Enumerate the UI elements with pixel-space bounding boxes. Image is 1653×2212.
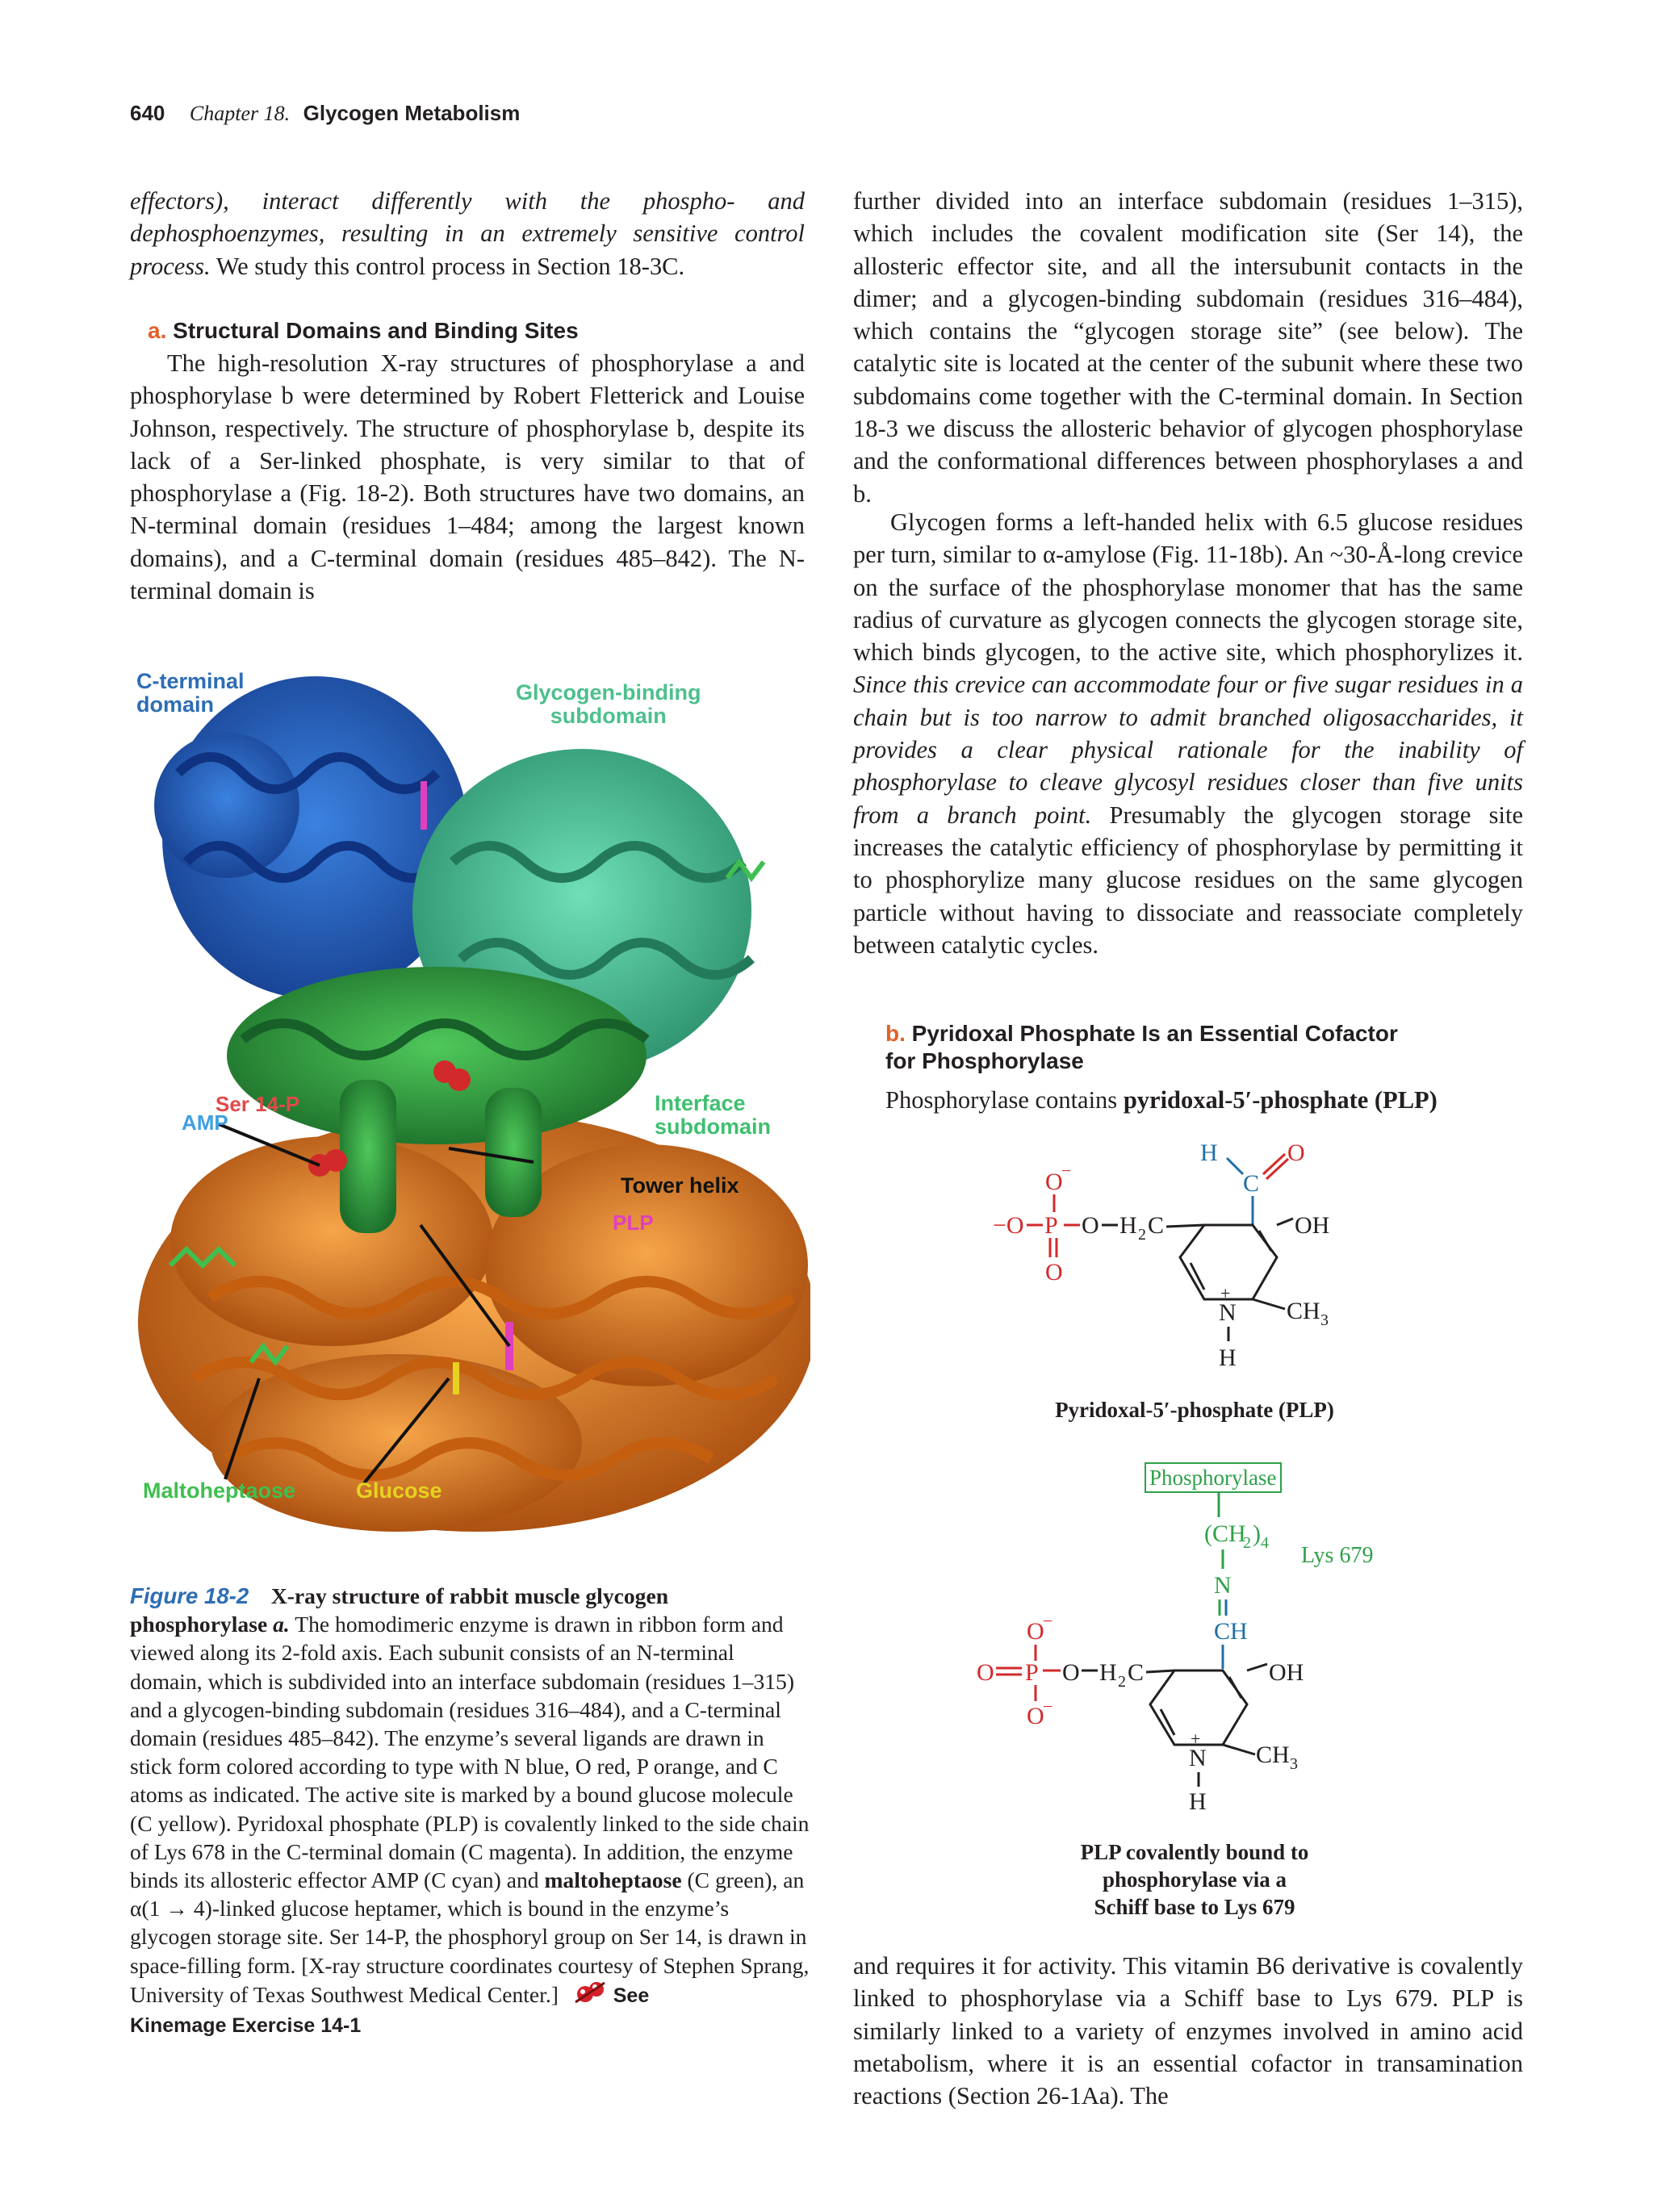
svg-text:O: O	[1082, 1212, 1099, 1239]
svg-text:N: N	[1219, 1299, 1237, 1326]
label-glucose: Glucose	[356, 1478, 442, 1503]
section-a-letter: a.	[148, 318, 167, 343]
left-p1-rest: We study this control process in Section 18-3C.	[210, 252, 685, 280]
svg-text:O: O	[1045, 1169, 1063, 1195]
svg-text:N: N	[1214, 1572, 1232, 1599]
svg-text:C: C	[1128, 1659, 1145, 1686]
label-tower-helix: Tower helix	[621, 1173, 739, 1198]
chapter-number: Chapter 18.	[189, 102, 291, 125]
bound-plp-structure-diagram	[977, 1493, 1429, 1816]
svg-text:CH: CH	[1214, 1618, 1248, 1645]
right-p1-text: further divided into an interface subdomain (residues 1–315), which includes the covalent modification site (Ser 14), the allosteric effector site, and all the intersubunit contacts in the dimer; and a glycogen-binding subdomain (residues 316–484), which contains the “glycogen storage site” (see below). The catalytic site is located at the center of the subunit where these two subdomains come together with the C-terminal domain. In Section 18-3 we discuss the allosteric behavior of glycogen phosphorylase and the conformational differences between phosphorylases a and b.	[853, 187, 1523, 508]
svg-text:+: +	[1220, 1283, 1231, 1303]
right-p2-start: Glycogen forms a left-handed helix with 6.5 glucose residues per turn, similar to α-amylose (Fig. 11-18b). An ~30-Å-long crevice on the surface of the phosphorylase monomer that has the same radius of curvature as glycogen connects the glycogen storage site, which binds glycogen, to the active site, which phosphorylizes it.	[853, 508, 1523, 667]
section-b-title-line1: Pyridoxal Phosphate Is an Essential Cofactor	[911, 1021, 1398, 1046]
page-number: 640	[130, 101, 165, 125]
plp-structure-label: Pyridoxal-5′-phosphate (PLP)	[1055, 1398, 1334, 1422]
label-glycogen-line1: Glycogen-binding	[516, 680, 701, 705]
svg-text:P: P	[1025, 1659, 1039, 1686]
svg-text:OH: OH	[1269, 1659, 1304, 1686]
right-p3-start: Phosphorylase contains	[885, 1086, 1124, 1114]
section-a-title: Structural Domains and Binding Sites	[173, 318, 579, 343]
label-c-terminal-domain	[136, 670, 245, 717]
right-p2-italic: Since this crevice can accommodate four or five sugar residues in a chain but is too narrow to admit branched oligosaccharides, it provides a clear physical rationale for the inability of phosphorylase to cleave glycosyl residues closer than five units from a branch point.	[853, 671, 1523, 829]
svg-text:+: +	[1191, 1729, 1201, 1749]
kinemage-icon	[572, 1980, 608, 2007]
label-plp: PLP	[613, 1211, 654, 1235]
plp-structure-diagram	[993, 1130, 1445, 1380]
caption-title-a: a.	[273, 1612, 290, 1637]
caption-title: X-ray structure of rabbit muscle glycogen phosphorylase	[130, 1583, 669, 1637]
svg-text:−: −	[1043, 1611, 1053, 1631]
svg-text:H: H	[1200, 1139, 1218, 1166]
right-p2-end: Presumably the glycogen storage site increases the catalytic efficiency of phosphorylase by permitting it to phosphorylize many glucose residues on the same glycogen particle without having to dissociate and reassociate completely between catalytic cycles.	[853, 801, 1523, 959]
right-paragraph-1	[853, 185, 1523, 510]
svg-text:3: 3	[1290, 1755, 1298, 1773]
svg-text:−O: −O	[993, 1212, 1024, 1239]
section-b-title-line2: for Phosphorylase	[885, 1048, 1084, 1073]
caption-text-1: The homodimeric enzyme is drawn in ribbon form and viewed along its 2-fold axis. Each subunit consists of an N-terminal domain, which is subdivided into an interface subdomain (residues 1–315) and a glycogen-binding subdomain (residues 316–484), and a C-terminal domain (residues 485–842). The enzyme’s several ligands are drawn in stick form colored according to type with N blue, O red, P orange, and C atoms as indicated. The active site is marked by a bound glucose molecule (C yellow). Pyridoxal phosphate (PLP) is covalently linked to the side chain of Lys 678 in the C-terminal domain (C magenta). In addition, the enzyme binds its allosteric effector AMP (C cyan) and	[130, 1612, 810, 1893]
label-interface-line2: subdomain	[655, 1114, 772, 1139]
left-paragraph-1	[130, 185, 805, 282]
svg-text:4: 4	[1261, 1534, 1269, 1552]
svg-text:H: H	[1099, 1659, 1117, 1686]
left-paragraph-2	[130, 347, 805, 607]
svg-text:O: O	[1027, 1618, 1044, 1645]
svg-text:3: 3	[1320, 1311, 1329, 1329]
caption-text-2: (C green), an α(1 → 4)-linked glucose heptamer, which is bound in the enzyme’s glycogen storage site. Ser 14-P, the phosphoryl group on Ser 14, is drawn in space-filling form. [X-ray structure coordinates courtesy of Stephen Sprang, University of Texas Southwest Medical Center.]	[130, 1867, 810, 2007]
right-paragraph-2	[853, 506, 1523, 961]
caption-maltoheptaose: maltoheptaose	[544, 1867, 682, 1893]
svg-text:P: P	[1044, 1212, 1058, 1239]
label-ser14p: Ser 14-P	[216, 1092, 300, 1116]
label-amp: AMP	[182, 1110, 228, 1135]
svg-text:−: −	[1043, 1696, 1053, 1716]
caption-kinemage-exercise: Kinemage Exercise 14-1	[130, 2014, 362, 2038]
chapter-title: Glycogen Metabolism	[303, 101, 521, 125]
svg-text:C: C	[1243, 1170, 1260, 1197]
label-c-terminal-line1: C-terminal	[136, 669, 245, 693]
figure-caption	[130, 1582, 810, 2040]
figure-caption-label: Figure 18-2	[130, 1583, 249, 1608]
svg-text:O: O	[1287, 1139, 1305, 1166]
right-paragraph-4	[853, 1950, 1523, 2112]
svg-text:2: 2	[1138, 1226, 1146, 1244]
svg-text:C: C	[1148, 1212, 1165, 1239]
caption-see: See	[613, 1984, 650, 2007]
svg-text:2: 2	[1118, 1673, 1126, 1691]
section-b-letter: b.	[885, 1021, 906, 1046]
svg-text:H: H	[1189, 1788, 1207, 1815]
bound-plp-label-line3: Schiff base to Lys 679	[1094, 1895, 1295, 1919]
svg-text:O: O	[1045, 1259, 1063, 1286]
svg-text:O: O	[977, 1659, 994, 1686]
right-p3-bold: pyridoxal-5′-phosphate (PLP)	[1123, 1086, 1437, 1114]
label-interface-line1: Interface	[655, 1091, 746, 1115]
lys679-label: Lys 679	[1301, 1543, 1374, 1568]
svg-text:N: N	[1189, 1745, 1207, 1771]
svg-text:CH: CH	[1287, 1298, 1320, 1324]
bound-plp-label	[969, 1838, 1421, 1921]
svg-text:O: O	[1062, 1659, 1080, 1686]
svg-text:): )	[1253, 1520, 1261, 1547]
phosphorylase-box: Phosphorylase	[1145, 1462, 1282, 1493]
right-p4-text: and requires it for activity. This vitamin B6 derivative is covalently linked to phosphorylase via a Schiff base to Lys 679. PLP is similarly linked to a variety of enzymes involved in amino acid metabolism, where it is an essential cofactor in transamination reactions (Section 26-1Aa). The	[853, 1952, 1523, 2110]
section-a-heading	[148, 317, 579, 345]
svg-text:CH: CH	[1256, 1742, 1290, 1768]
svg-text:H: H	[1219, 1344, 1237, 1371]
svg-text:H: H	[1119, 1212, 1137, 1239]
label-interface-subdomain	[655, 1092, 771, 1139]
left-p2-text: The high-resolution X-ray structures of phosphorylase a and phosphorylase b were determined by Robert Fletterick and Louise Johnson, respectively. The structure of phosphorylase b, despite its lack of a Ser-linked phosphate, is very similar to that of phosphorylase a (Fig. 18-2). Both structures have two domains, an N-terminal domain (residues 1–484; among the largest known domains), and a C-terminal domain (residues 485–842). The N-terminal domain is	[130, 349, 805, 605]
label-glycogen-binding-subdomain	[516, 681, 701, 728]
svg-text:O: O	[1027, 1703, 1044, 1729]
label-glycogen-line2: subdomain	[550, 704, 667, 728]
bound-plp-label-line2: phosphorylase via a	[1102, 1867, 1287, 1892]
svg-text:2: 2	[1243, 1534, 1251, 1552]
right-paragraph-3	[885, 1084, 1547, 1116]
svg-text:OH: OH	[1295, 1212, 1330, 1239]
label-c-terminal-line2: domain	[136, 692, 215, 717]
svg-text:(CH: (CH	[1204, 1520, 1246, 1547]
running-header	[130, 101, 520, 126]
bound-plp-label-line1: PLP covalently bound to	[1080, 1840, 1309, 1864]
label-maltoheptaose: Maltoheptaose	[143, 1478, 296, 1503]
protein-structure-figure	[130, 652, 810, 1564]
svg-text:−: −	[1061, 1160, 1072, 1181]
left-p1-italic: effectors), interact differently with the phospho- and dephosphoenzymes, resulting in an extremely sensitive control process.	[130, 187, 805, 280]
section-b-heading	[885, 1020, 1398, 1075]
